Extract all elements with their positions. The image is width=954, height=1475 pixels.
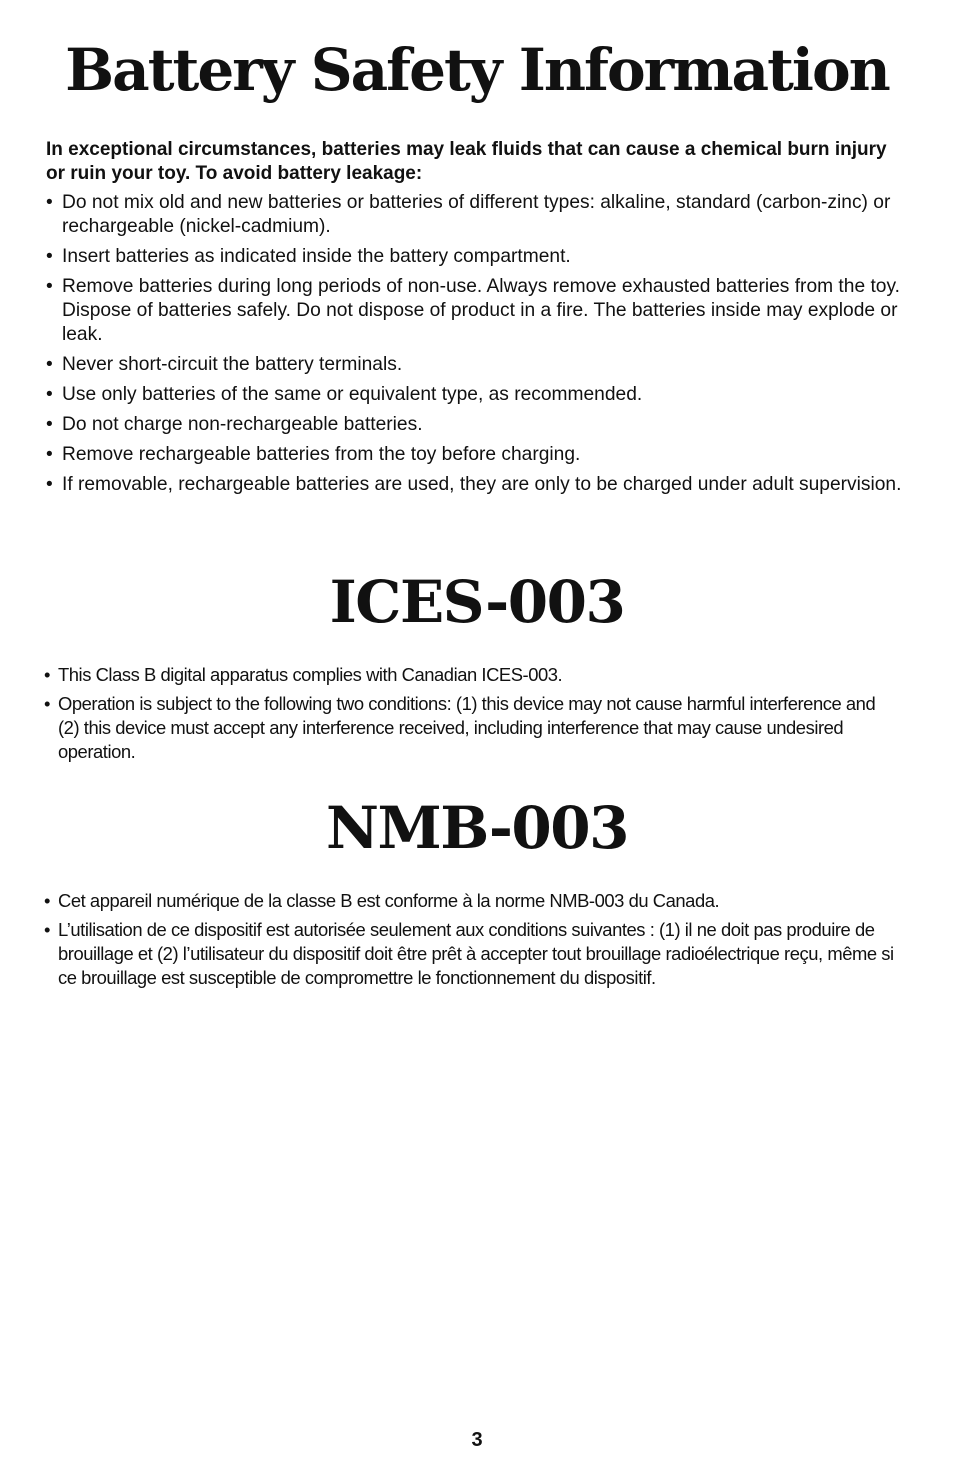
list-item-text: Remove batteries during long periods of non-use. Always remove exhausted batteries from the toy. Dispose of batteries safely. Do not dispose of product in a fire. The batteries inside may explode or leak. (62, 276, 900, 345)
battery-safety-title: Battery Safety Information (65, 36, 889, 104)
list-item (46, 353, 902, 377)
list-item-text: Use only batteries of the same or equivalent type, as recommended. (62, 384, 643, 405)
ices-003-title: ICES-003 (329, 568, 625, 636)
list-item (46, 413, 902, 437)
bullet-icon: • (46, 444, 53, 465)
bullet-icon: • (46, 276, 53, 297)
list-item-text: Remove rechargeable batteries from the toy before charging. (62, 444, 581, 465)
list-item-text: Do not mix old and new batteries or batteries of different types: alkaline, standard (carbon-zinc) or rechargeable (nickel-cadmium). (62, 192, 891, 237)
list-item-text: Operation is subject to the following two conditions: (1) this device may not cause harmful interference and (2) this device must accept any interference received, including interference that may cause undesired operation. (58, 693, 876, 762)
list-item (46, 275, 902, 347)
bullet-icon: • (44, 919, 50, 940)
page-number: 3 (471, 1429, 483, 1451)
bullet-icon: • (46, 474, 53, 495)
list-item-text: Cet appareil numérique de la classe B est conforme à la norme NMB-003 du Canada. (58, 890, 720, 911)
list-item-text: L’utilisation de ce dispositif est autorisée seulement aux conditions suivantes : (1) il ne doit pas produire de brouillage et (2) l’utilisateur du dispositif doit être prêt à accepter tout brouillage radioélectrique reçu, même si ce brouillage est susceptible de compromettre le fonctionnement du dispositif. (58, 919, 894, 988)
bullet-icon: • (46, 192, 53, 213)
list-item-text: This Class B digital apparatus complies with Canadian ICES-003. (58, 664, 563, 685)
list-item-text: Never short-circuit the battery terminals. (62, 354, 403, 375)
bullet-icon: • (44, 664, 50, 685)
bullet-icon: • (46, 414, 53, 435)
list-item-text: Do not charge non-rechargeable batteries. (62, 414, 423, 435)
battery-intro: In exceptional circumstances, batteries may leak fluids that can cause a chemical burn injury or ruin your toy. To avoid battery leakage: (46, 139, 887, 184)
ices-003-list (44, 663, 894, 769)
bullet-icon: • (46, 384, 53, 405)
list-item (46, 383, 902, 407)
bullet-icon: • (44, 890, 50, 911)
list-item-text: Insert batteries as indicated inside the battery compartment. (62, 246, 571, 267)
list-item (46, 473, 902, 497)
battery-safety-list (46, 191, 902, 503)
list-item-text: If removable, rechargeable batteries are used, they are only to be charged under adult supervision. (62, 474, 902, 495)
list-item (44, 692, 894, 764)
list-item (46, 191, 902, 239)
bullet-icon: • (46, 246, 53, 267)
nmb-003-title: NMB-003 (326, 794, 628, 862)
nmb-003-list (44, 889, 894, 995)
list-item (44, 889, 894, 913)
list-item (44, 663, 894, 687)
bullet-icon: • (44, 693, 50, 714)
list-item (44, 918, 894, 990)
bullet-icon: • (46, 354, 53, 375)
list-item (46, 245, 902, 269)
list-item (46, 443, 902, 467)
